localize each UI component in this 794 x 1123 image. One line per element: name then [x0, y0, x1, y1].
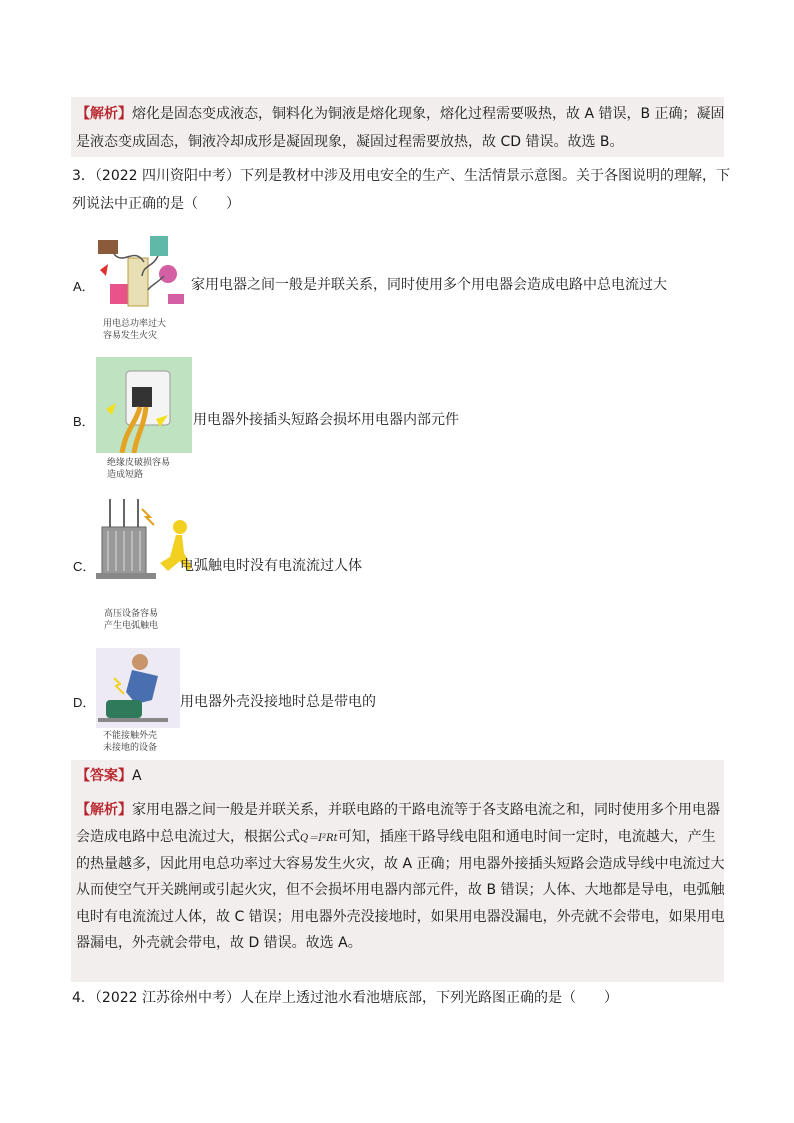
option-a-text: 家用电器之间一般是并联关系，同时使用多个用电器会造成电路中总电流过大	[191, 277, 667, 293]
arc-shock-figure	[96, 497, 196, 595]
option-a-caption-1: 用电总功率过大	[103, 319, 167, 329]
answer-label: 【答案】	[76, 768, 132, 784]
fan-shape	[159, 265, 177, 283]
analysis-2-line-4: 从而使空气开关跳闸或引起火灾，但不会损坏用电器内部元件，故 B 错误；人体、大地都是导电，电弧触	[76, 882, 725, 898]
question-3-line-2: 列说法中正确的是（ ）	[72, 196, 240, 212]
option-c-text: 电弧触电时没有电流流过人体	[180, 558, 362, 574]
analysis-1-line-1: 【解析】熔化是固态变成液态，铜料化为铜液是熔化现象，熔化过程需要吸热，故 A 错误，B 正确；凝固	[76, 106, 725, 122]
motor-shape	[106, 700, 142, 718]
option-c-caption-1: 高压设备容易	[104, 609, 159, 619]
option-d-caption-1: 不能接触外壳	[103, 731, 158, 741]
power-strip-shape	[128, 258, 148, 306]
tv-shape	[110, 284, 130, 304]
option-b-text: 用电器外接插头短路会损坏用电器内部元件	[193, 412, 459, 428]
question-4-line-1: 4．（2022 江苏徐州中考）人在岸上透过池水看池塘底部，下列光路图正确的是（ ）	[72, 990, 618, 1006]
person-head	[132, 654, 148, 670]
fridge-shape	[150, 236, 168, 256]
option-b-label: B．	[73, 414, 95, 429]
formula: Q＝I²Rt	[300, 833, 338, 844]
analysis-1-line-2: 是液态变成固态，铜液冷却成形是凝固现象，凝固过程需要放热，故 CD 错误。故选 B。	[76, 134, 624, 150]
plug-shape	[132, 387, 152, 407]
option-b-caption-2: 造成短路	[107, 470, 144, 480]
ungrounded-device-figure	[96, 648, 180, 728]
analysis-2-line-6: 器漏电，外壳就会带电，故 D 错误。故选 A。	[76, 935, 362, 951]
analysis-2-line-1: 【解析】家用电器之间一般是并联关系，并联电路的干路电流等于各支路电流之和，同时使用多个用电器	[76, 802, 720, 818]
analysis-2-line-3: 的热量越多，因此用电总功率过大容易发生火灾，故 A 正确；用电器外接插头短路会造成导线中电流过大	[76, 856, 725, 872]
option-d-text: 用电器外壳没接地时总是带电的	[180, 694, 376, 710]
short-circuit-figure	[96, 357, 192, 453]
analysis-2-line-2: 会造成电路中总电流过大，根据公式Q＝I²Rt可知，插座干路导线电阻和通电时间一定时，电流越大，产生	[76, 829, 716, 845]
kettle-shape	[168, 294, 184, 304]
analysis-label: 【解析】	[76, 106, 132, 122]
option-c-caption-2: 产生电弧触电	[104, 621, 159, 631]
arc-shape	[142, 509, 154, 525]
analysis-label: 【解析】	[76, 802, 132, 818]
question-3-line-1: 3．（2022 四川资阳中考）下列是教材中涉及用电安全的生产、生活情景示意图。关于各图说明的理解，下	[72, 168, 730, 184]
person-head	[173, 520, 187, 534]
option-b-caption-1: 绝缘皮破损容易	[107, 458, 171, 468]
spark-shape	[100, 264, 108, 276]
answer-value: A	[132, 768, 142, 784]
option-a-label: A．	[73, 279, 95, 294]
option-c-label: C．	[73, 559, 96, 574]
appliances-figure	[94, 226, 190, 318]
option-d-label: D．	[73, 695, 96, 710]
option-a-caption-2: 容易发生火灾	[103, 331, 158, 341]
radio-shape	[98, 240, 118, 254]
analysis-2-line-5: 电时有电流流过人体，故 C 错误；用电器外壳没接地时，如果用电器没漏电，外壳就不会带电，如果用电	[76, 909, 725, 925]
answer-line	[76, 766, 142, 786]
option-d-caption-2: 未接地的设备	[103, 743, 158, 753]
